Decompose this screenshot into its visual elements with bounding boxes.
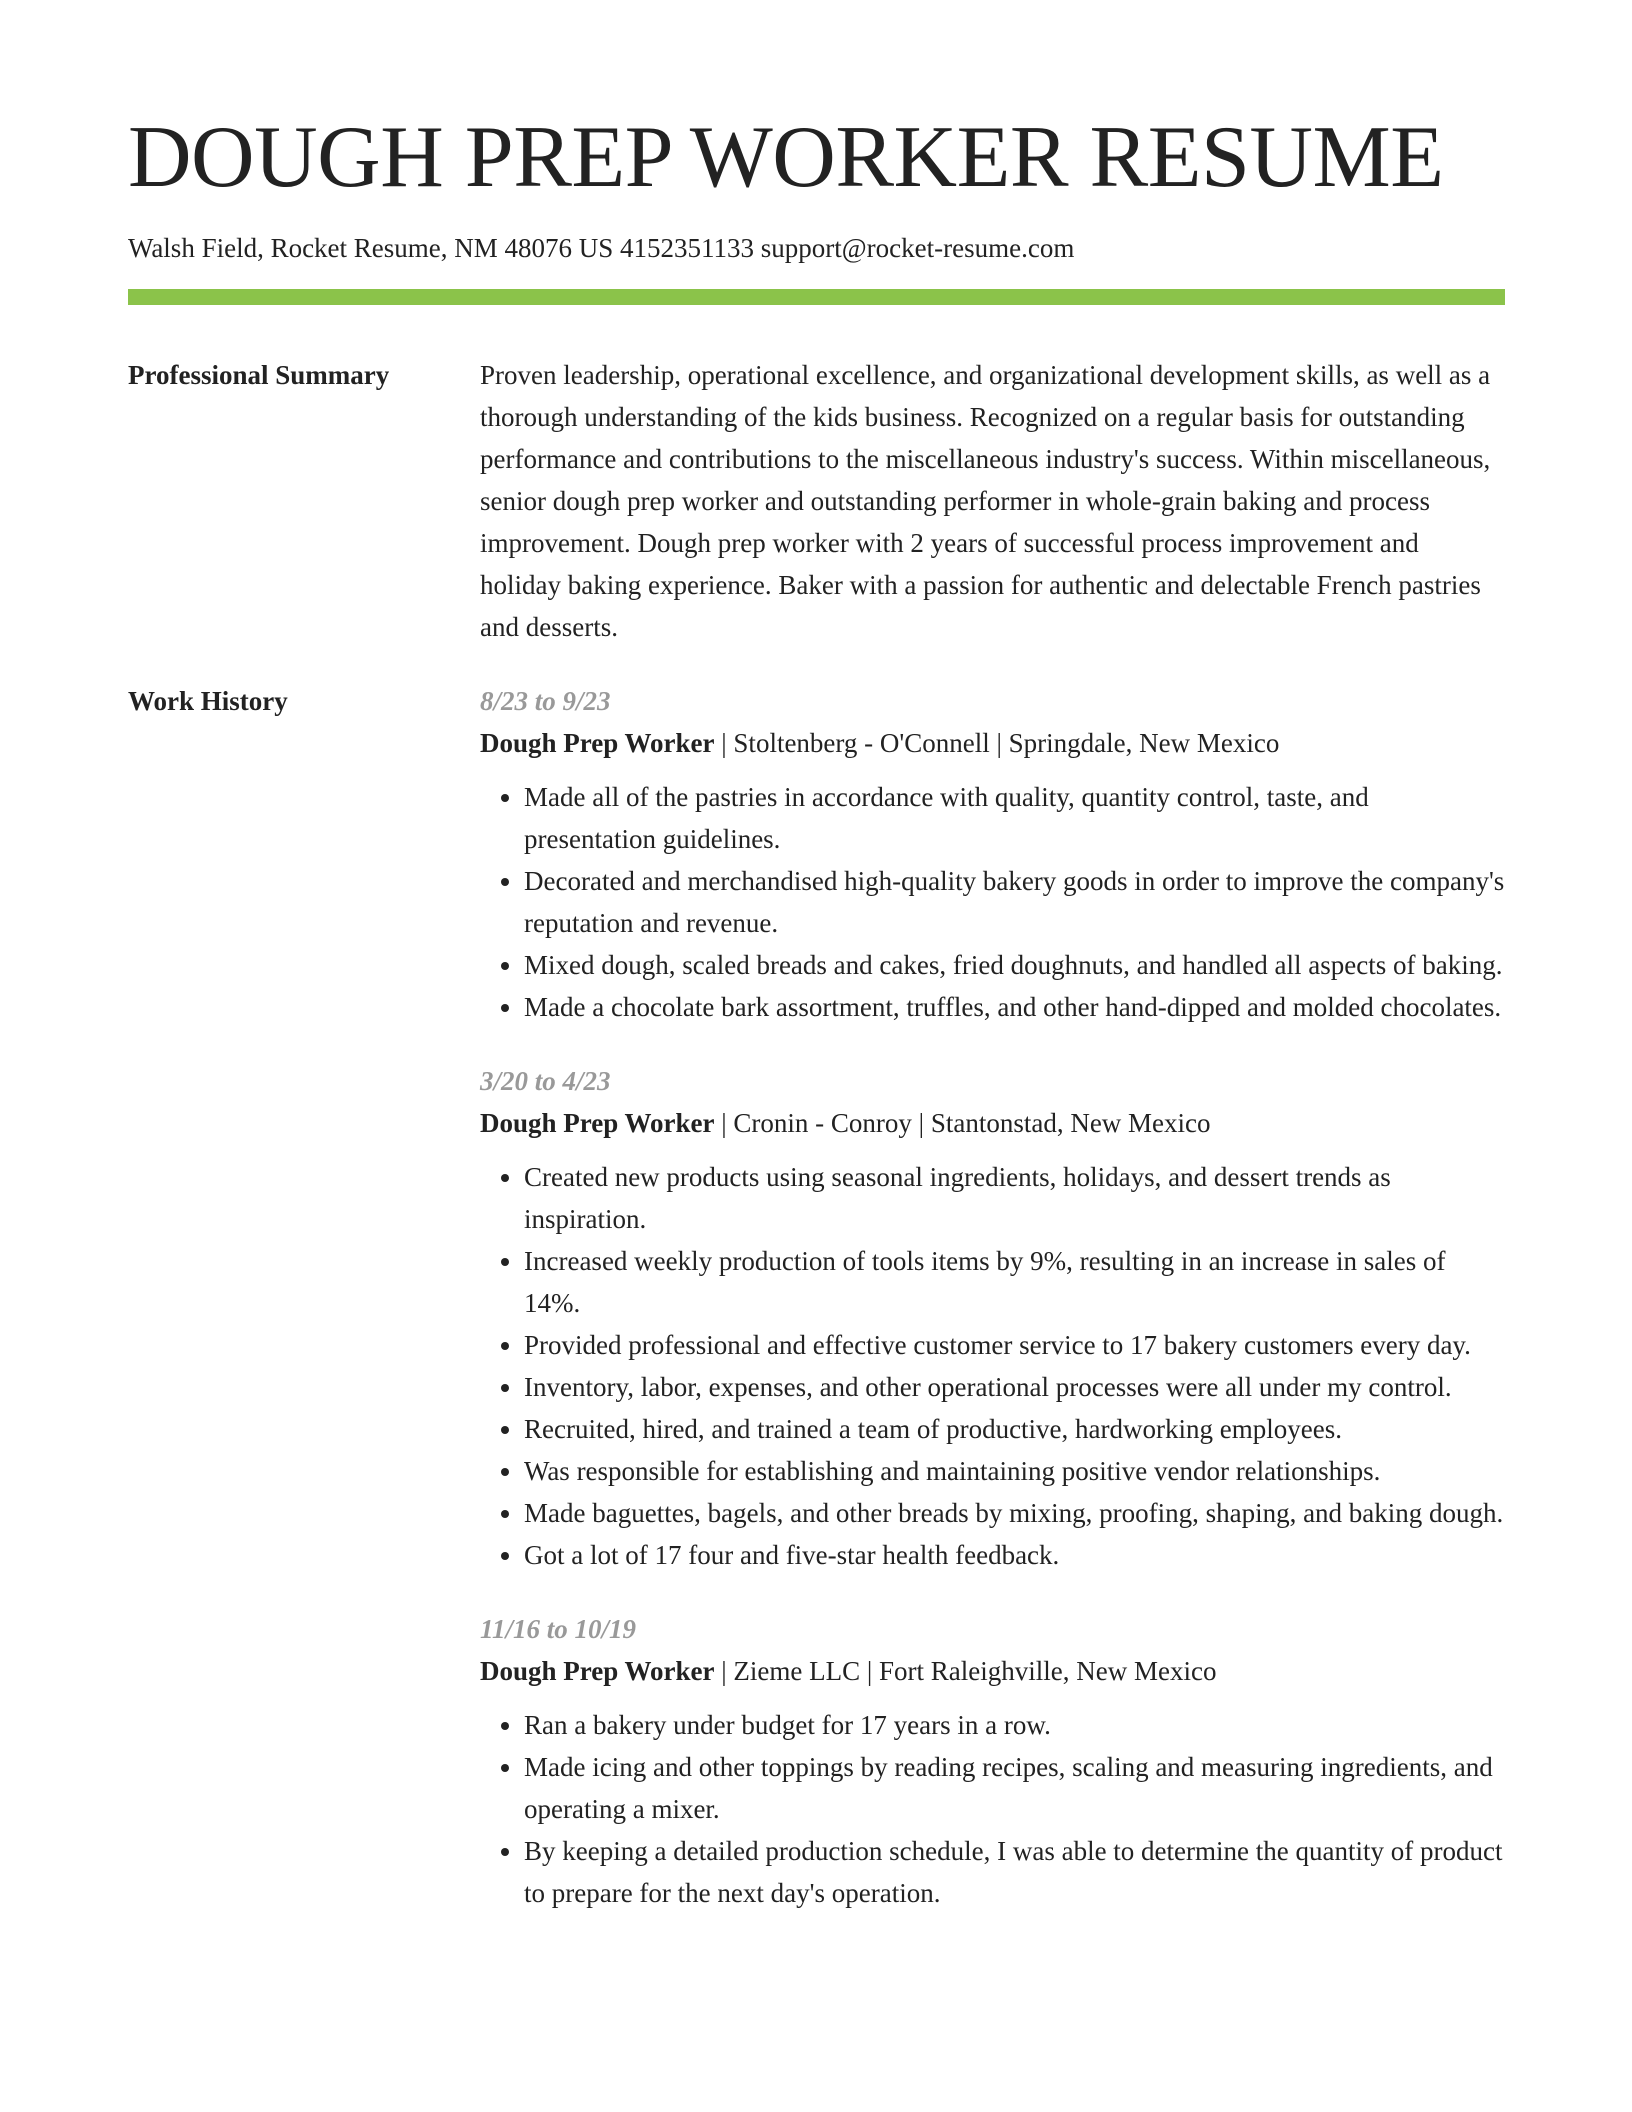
resume-page (128, 109, 1505, 1914)
duty-item: • Recruited, hired, and trained a team of productive, hardworking employees. (524, 1408, 1505, 1450)
duty-item: • Ran a bakery under budget for 17 years in a row. (524, 1704, 1505, 1746)
job-entry (480, 1608, 1505, 1914)
job-duties (480, 1156, 1505, 1576)
job-details: | Zieme LLC | Fort Raleighville, New Mexico (714, 1655, 1217, 1686)
job-title: Dough Prep Worker (480, 1655, 715, 1686)
job-duties (480, 1704, 1505, 1914)
duty-item: • Made icing and other toppings by reading recipes, scaling and measuring ingredients, and operating a mixer. (524, 1746, 1505, 1830)
job-details: | Cronin - Conroy | Stantonstad, New Mexico (714, 1107, 1211, 1138)
job-dates: 3/20 to 4/23 (480, 1065, 611, 1096)
job-duties (480, 776, 1505, 1028)
job-dates: 11/16 to 10/19 (480, 1613, 637, 1644)
job-entry (480, 680, 1505, 1028)
section-label-work-history: Work History (128, 685, 288, 716)
header-divider (128, 289, 1505, 305)
duty-item: • Created new products using seasonal ingredients, holidays, and dessert trends as inspiration. (524, 1156, 1505, 1240)
work-history-section (128, 680, 1505, 1914)
summary-text: Proven leadership, operational excellence, and organizational development skills, as well as a thorough understanding of the kids business. Recognized on a regular basis for outstanding performance and contributions to the miscellaneous industry's success. Within miscellaneous, senior dough prep worker and outstanding performer in whole-grain baking and process improvement. Dough prep worker with 2 years of successful process improvement and holiday baking experience. Baker with a passion for authentic and delectable French pastries and desserts. (480, 359, 1491, 642)
duty-item: • Inventory, labor, expenses, and other operational processes were all under my control. (524, 1366, 1505, 1408)
section-label-summary: Professional Summary (128, 359, 390, 390)
job-heading (480, 722, 1505, 764)
contact-line: Walsh Field, Rocket Resume, NM 48076 US 4152351133 support@rocket-resume.com (128, 233, 1075, 264)
work-history-list (480, 680, 1505, 1914)
duty-item: • Provided professional and effective customer service to 17 bakery customers every day. (524, 1324, 1505, 1366)
duty-item: • Decorated and merchandised high-quality bakery goods in order to improve the company's reputation and revenue. (524, 860, 1505, 944)
duty-item: • Made all of the pastries in accordance with quality, quantity control, taste, and presentation guidelines. (524, 776, 1505, 860)
duty-item: • Increased weekly production of tools items by 9%, resulting in an increase in sales of 14%. (524, 1240, 1505, 1324)
duty-item: • Got a lot of 17 four and five-star health feedback. (524, 1534, 1505, 1576)
duty-item: • Made baguettes, bagels, and other breads by mixing, proofing, shaping, and baking dough. (524, 1492, 1505, 1534)
job-heading (480, 1102, 1505, 1144)
job-details: | Stoltenberg - O'Connell | Springdale, New Mexico (714, 727, 1280, 758)
duty-item: • By keeping a detailed production schedule, I was able to determine the quantity of product to prepare for the next day's operation. (524, 1830, 1505, 1914)
job-dates: 8/23 to 9/23 (480, 685, 611, 716)
job-title: Dough Prep Worker (480, 727, 715, 758)
professional-summary-section (128, 354, 1505, 648)
job-title: Dough Prep Worker (480, 1107, 715, 1138)
duty-item: • Made a chocolate bark assortment, truffles, and other hand-dipped and molded chocolates. (524, 986, 1505, 1028)
duty-item: • Mixed dough, scaled breads and cakes, fried doughnuts, and handled all aspects of baking. (524, 944, 1505, 986)
resume-title: DOUGH PREP WORKER RESUME (128, 109, 1444, 206)
job-heading (480, 1650, 1505, 1692)
job-entry (480, 1060, 1505, 1576)
duty-item: • Was responsible for establishing and maintaining positive vendor relationships. (524, 1450, 1505, 1492)
